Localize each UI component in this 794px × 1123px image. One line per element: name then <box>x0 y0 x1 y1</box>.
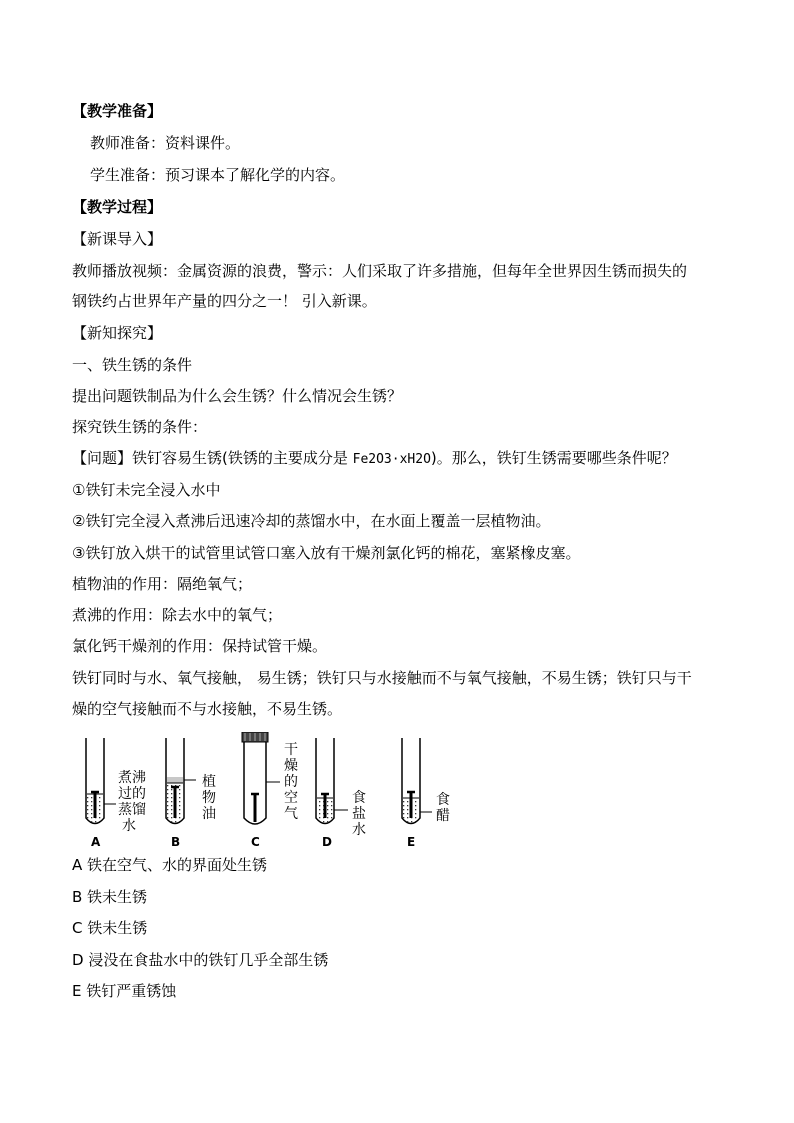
test-tube-b <box>166 738 196 824</box>
test-tube-e <box>402 738 432 824</box>
result-d: D 浸没在食盐水中的铁钉几乎全部生锈 <box>72 951 329 969</box>
label-b-vegetable-oil <box>202 773 216 822</box>
label-d-text-1: 食 <box>352 790 366 806</box>
intro-heading: 【新课导入】 <box>72 230 163 248</box>
result-a: A 铁在空气、水的界面处生锈 <box>72 856 268 874</box>
intro-line-2: 钢铁约占世界年产量的四分之一！ 引入新课。 <box>72 292 377 310</box>
tube-letter-a: A <box>91 835 101 849</box>
conclusion-line-2: 燥的空气接触而不与水接触，不易生锈。 <box>72 700 343 718</box>
label-d-text-3: 水 <box>352 822 366 838</box>
question-line: 提出问题铁制品为什么会生锈？什么情况会生锈？ <box>72 387 403 405</box>
condition-3: ③铁钉放入烘干的试管里试管口塞入放有干燥剂氯化钙的棉花，塞紧橡皮塞。 <box>72 544 581 562</box>
rust-formula: Fe2O3·xH2O <box>352 452 431 467</box>
cacl2-role: 氯化钙干燥剂的作用：保持试管干燥。 <box>72 637 328 655</box>
process-heading: 【教学过程】 <box>72 198 163 216</box>
test-tube-d <box>316 738 348 824</box>
conclusion-line-1: 铁钉同时与水、氧气接触， 易生锈；铁钉只与水接触而不与氧气接触，不易生锈；铁钉只与干 <box>72 669 692 687</box>
condition-2: ②铁钉完全浸入煮沸后迅速冷却的蒸馏水中，在水面上覆盖一层植物油。 <box>72 512 551 530</box>
rust-experiment-figure <box>82 732 462 850</box>
label-e-text-1: 食 <box>436 792 450 808</box>
condition-1: ①铁钉未完全浸入水中 <box>72 481 221 499</box>
test-tube-c <box>242 732 280 824</box>
label-c-text-4: 空 <box>284 790 298 806</box>
problem-line <box>72 448 677 470</box>
prep-heading: 【教学准备】 <box>72 102 163 120</box>
label-c-text-5: 气 <box>284 806 298 822</box>
tube-letter-c: C <box>251 835 260 849</box>
tube-letter-d: D <box>322 835 332 849</box>
tube-letter-e: E <box>407 835 416 849</box>
label-d-salt-water <box>352 790 366 838</box>
student-prep: 学生准备：预习课本了解化学的内容。 <box>90 166 346 184</box>
label-a-text-2: 过的 <box>118 786 146 802</box>
explore-heading: 【新知探究】 <box>72 324 163 342</box>
label-a-text-4: 水 <box>122 818 136 834</box>
result-c: C 铁未生锈 <box>72 919 148 937</box>
label-c-text-2: 燥 <box>284 758 298 774</box>
label-e-text-2: 醋 <box>436 808 450 824</box>
oil-role: 植物油的作用：隔绝氧气； <box>72 575 253 593</box>
problem-suffix: )。那么，铁钉生锈需要哪些条件呢？ <box>430 449 677 467</box>
boil-role: 煮沸的作用：除去水中的氧气； <box>72 606 283 624</box>
label-b-text-1: 植 <box>202 774 216 790</box>
label-b-text-2: 物 <box>202 790 216 806</box>
result-b: B 铁未生锈 <box>72 888 148 906</box>
label-a-text-3: 蒸馏 <box>118 802 146 818</box>
label-c-text-3: 的 <box>284 774 298 790</box>
label-c-text-1: 干 <box>284 742 298 758</box>
problem-prefix: 【问题】铁钉容易生锈(铁锈的主要成分是 <box>72 449 353 467</box>
teacher-prep: 教师准备：资料课件。 <box>90 134 241 152</box>
intro-line-1: 教师播放视频：金属资源的浪费，警示：人们采取了许多措施，但每年全世界因生锈而损失的 <box>72 262 688 280</box>
label-c-dry-air <box>284 742 298 822</box>
label-e-vinegar <box>436 792 450 824</box>
label-a-text-1: 煮沸 <box>118 770 146 786</box>
result-e: E 铁钉严重锈蚀 <box>72 982 177 1000</box>
topic-title: 一、铁生锈的条件 <box>72 356 193 374</box>
test-tube-a <box>86 738 116 824</box>
label-a-boiled-water <box>118 769 146 834</box>
tube-letter-b: B <box>171 835 181 849</box>
label-b-text-3: 油 <box>202 806 216 822</box>
explore-line: 探究铁生锈的条件： <box>72 418 208 436</box>
label-d-text-2: 盐 <box>352 806 366 822</box>
